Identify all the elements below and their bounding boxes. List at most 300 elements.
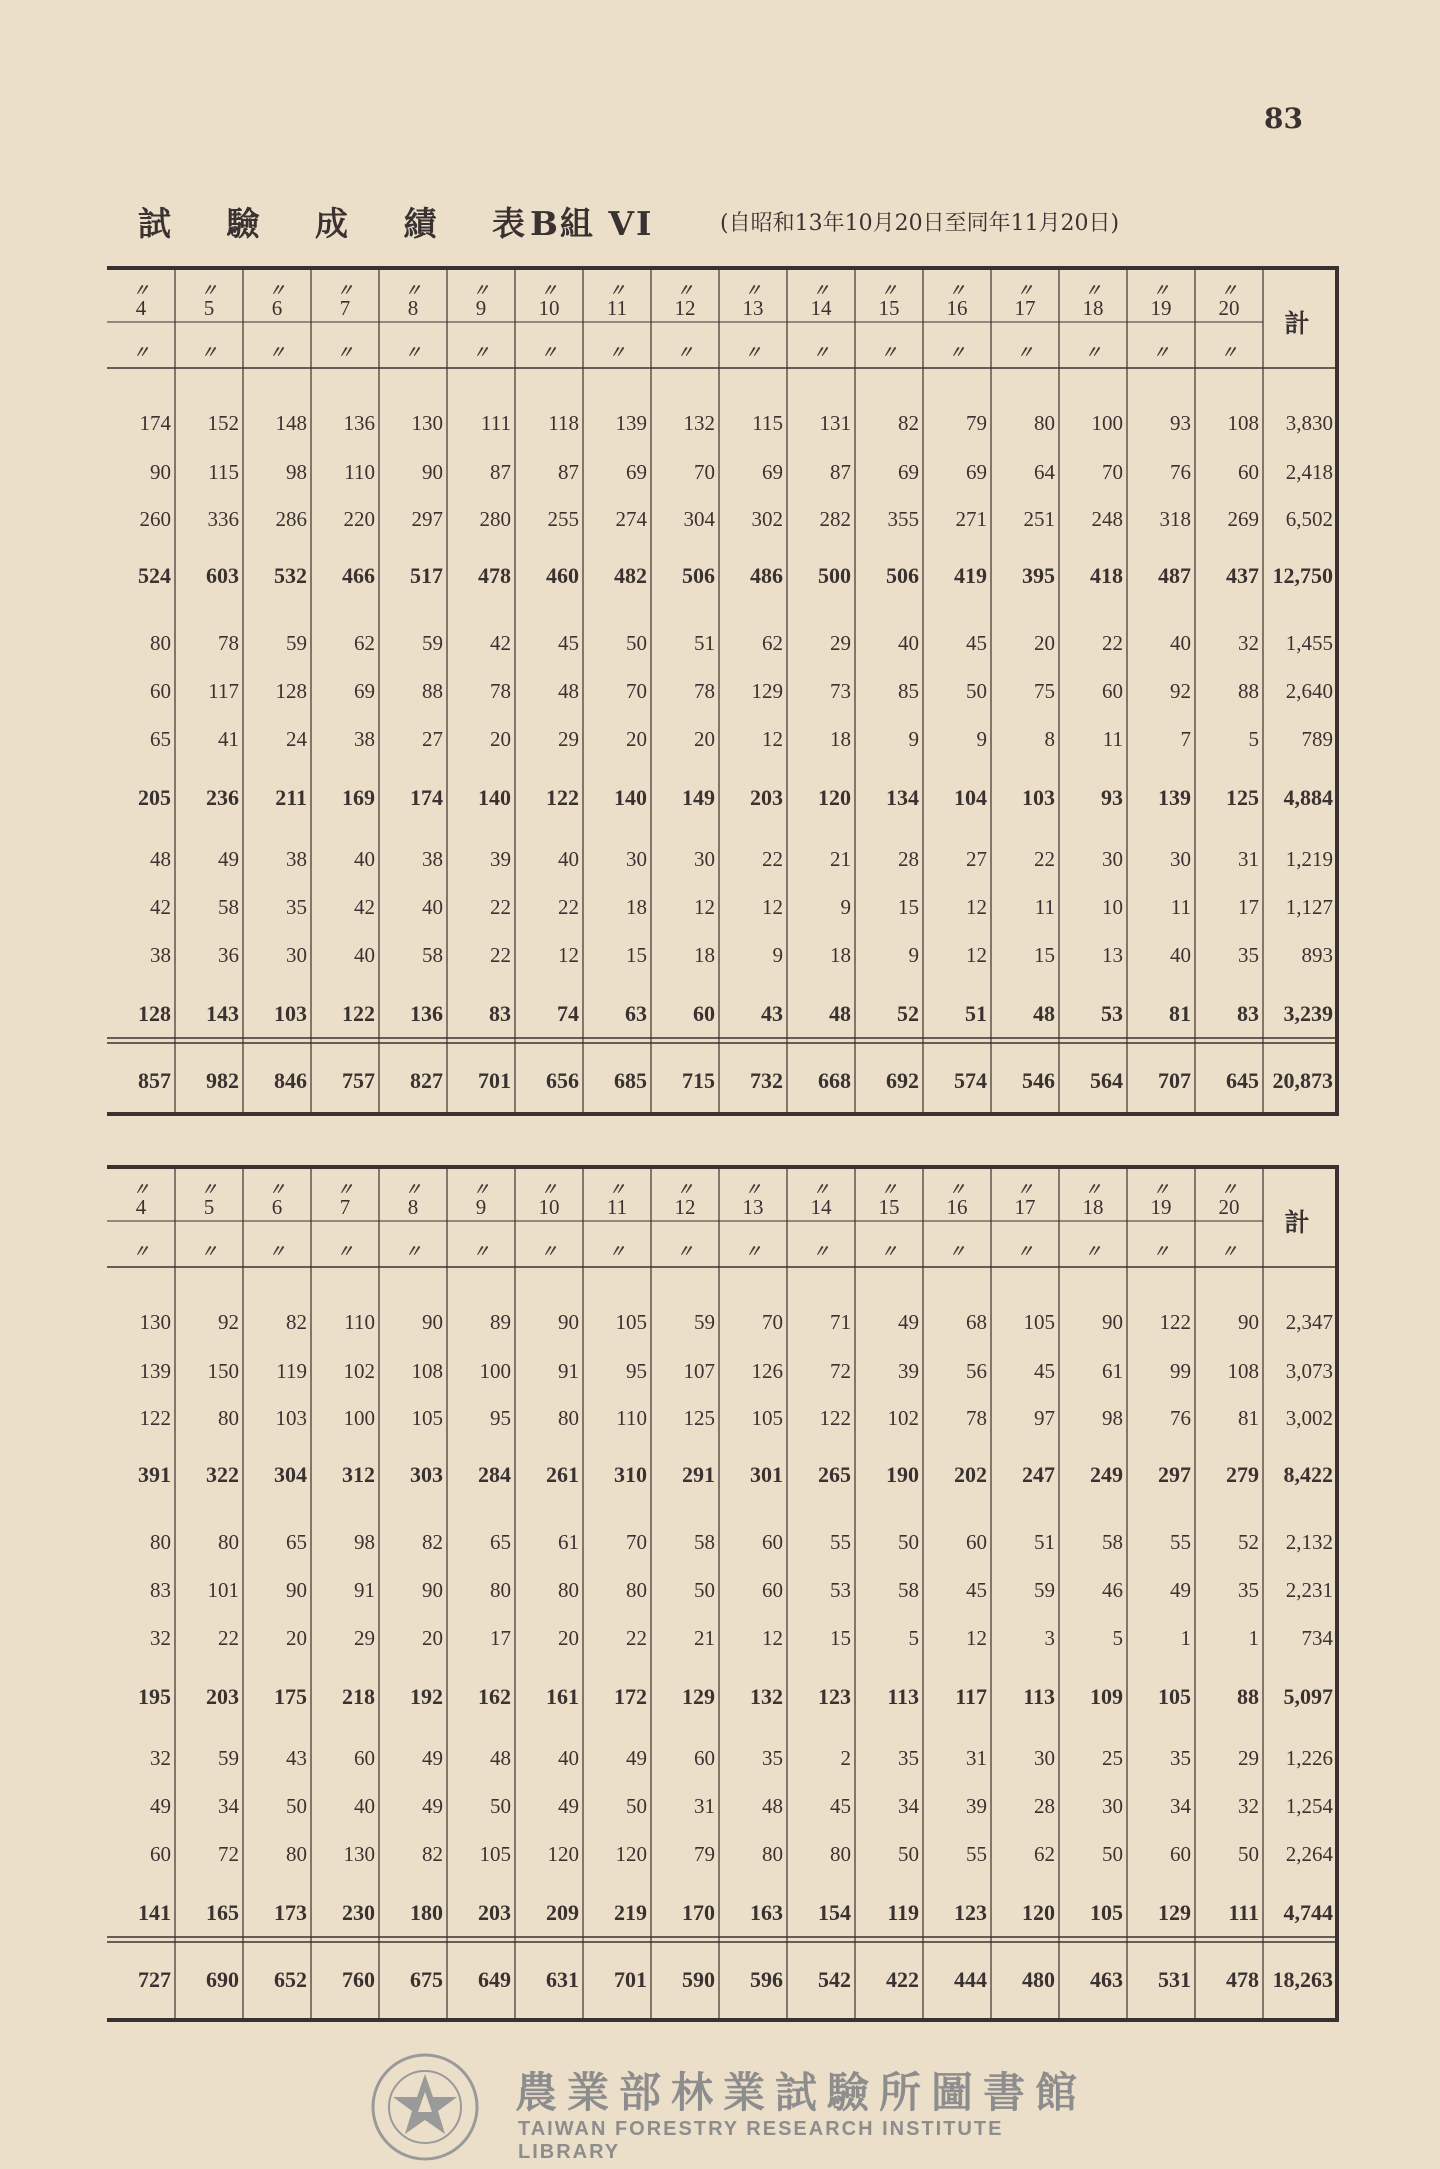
header-ditto-mark: 〃	[268, 1242, 286, 1261]
data-cell: 55	[966, 1842, 987, 1866]
data-cell: 12	[966, 1626, 987, 1650]
subtotal-cell: 478	[478, 563, 511, 588]
data-cell: 56	[966, 1359, 987, 1383]
data-cell: 115	[752, 411, 783, 435]
grand-total-cell: 480	[1022, 1967, 1055, 1992]
subtotal-cell: 203	[478, 1900, 511, 1925]
data-cell: 90	[150, 460, 171, 484]
grand-total-cell: 478	[1226, 1967, 1259, 1992]
data-cell: 50	[694, 1578, 715, 1602]
library-name-english: TAIWAN FORESTRY RESEARCH INSTITUTE LIBRARY	[518, 2118, 1004, 2163]
data-cell: 76	[1170, 460, 1191, 484]
subtotal-cell: 122	[342, 1001, 375, 1026]
column-header: 12	[674, 296, 696, 320]
data-cell: 80	[218, 1406, 239, 1430]
data-cell: 72	[830, 1359, 851, 1383]
data-cell: 78	[490, 679, 511, 703]
grand-total-cell: 531	[1158, 1967, 1191, 1992]
group-label: B組 VI	[530, 204, 654, 243]
data-cell: 36	[218, 943, 239, 967]
data-cell: 30	[1170, 847, 1191, 871]
data-cell: 59	[218, 1746, 239, 1770]
data-cell: 20	[1034, 631, 1055, 655]
subtotal-cell: 312	[342, 1462, 375, 1487]
subtotal-cell: 53	[1101, 1001, 1123, 1026]
data-cell: 22	[218, 1626, 239, 1650]
data-cell: 40	[354, 943, 375, 967]
data-cell: 85	[898, 679, 919, 703]
data-cell: 1	[1180, 1626, 1191, 1650]
header-ditto-mark: 〃	[472, 1180, 490, 1199]
header-ditto-mark: 〃	[336, 1180, 354, 1199]
row-total-cell: 1,455	[1285, 631, 1333, 655]
header-ditto-mark: 〃	[132, 343, 150, 362]
data-cell: 43	[286, 1746, 307, 1770]
data-cell: 42	[490, 631, 511, 655]
grand-total-sum-cell: 20,873	[1272, 1068, 1333, 1093]
data-cell: 49	[218, 847, 239, 871]
data-cell: 60	[354, 1746, 375, 1770]
subtotal-cell: 103	[1022, 785, 1055, 810]
subtotal-cell: 83	[1237, 1001, 1259, 1026]
data-cell: 22	[490, 895, 511, 919]
data-cell: 31	[694, 1794, 715, 1818]
header-ditto-mark: 〃	[200, 343, 218, 362]
data-cell: 58	[898, 1578, 919, 1602]
header-ditto-mark: 〃	[336, 343, 354, 362]
data-cell: 12	[694, 895, 715, 919]
subtotal-cell: 125	[1226, 785, 1259, 810]
data-cell: 49	[898, 1310, 919, 1334]
data-cell: 51	[1034, 1530, 1055, 1554]
row-total-cell: 2,640	[1285, 679, 1333, 703]
subtotal-cell: 60	[693, 1001, 715, 1026]
data-cell: 73	[830, 679, 851, 703]
data-cell: 17	[1238, 895, 1259, 919]
data-cell: 35	[1238, 943, 1259, 967]
grand-total-cell: 701	[478, 1068, 511, 1093]
grand-total-cell: 857	[138, 1068, 171, 1093]
data-cell: 91	[558, 1359, 579, 1383]
subtotal-cell: 506	[682, 563, 715, 588]
subtotal-cell: 175	[274, 1684, 307, 1709]
period-label: (自昭和13年10月20日至同年11月20日)	[720, 211, 1120, 236]
data-cell: 22	[762, 847, 783, 871]
header-ditto-mark: 〃	[1016, 1242, 1034, 1261]
data-cell: 3	[1044, 1626, 1055, 1650]
data-cell: 80	[558, 1578, 579, 1602]
data-cell: 68	[966, 1310, 987, 1334]
data-cell: 132	[683, 411, 715, 435]
subtotal-cell: 247	[1022, 1462, 1055, 1487]
header-ditto-mark: 〃	[948, 1180, 966, 1199]
header-ditto-mark: 〃	[880, 1180, 898, 1199]
data-cell: 152	[207, 411, 239, 435]
column-header: 6	[271, 1195, 283, 1219]
column-header: 6	[271, 296, 283, 320]
column-header: 5	[203, 1195, 215, 1219]
data-cell: 15	[626, 943, 647, 967]
data-cell: 42	[354, 895, 375, 919]
data-cell: 248	[1091, 507, 1123, 531]
header-ditto-mark: 〃	[608, 1242, 626, 1261]
data-cell: 35	[286, 895, 307, 919]
subtotal-cell: 395	[1022, 563, 1055, 588]
header-ditto-mark: 〃	[812, 1242, 830, 1261]
column-header: 14	[810, 1195, 832, 1219]
data-cell: 80	[762, 1842, 783, 1866]
data-cell: 82	[286, 1310, 307, 1334]
row-total-cell: 1,219	[1285, 847, 1333, 871]
subtotal-cell: 322	[206, 1462, 239, 1487]
column-header: 7	[339, 1195, 351, 1219]
data-cell: 139	[615, 411, 647, 435]
page-number: 83	[1264, 102, 1303, 135]
header-ditto-mark: 〃	[880, 281, 898, 300]
data-cell: 49	[1170, 1578, 1191, 1602]
header-ditto-mark: 〃	[1084, 281, 1102, 300]
data-cell: 32	[1238, 1794, 1259, 1818]
data-cell: 59	[286, 631, 307, 655]
results-table-1	[107, 268, 1331, 1114]
data-cell: 10	[1102, 895, 1123, 919]
data-cell: 29	[558, 727, 579, 751]
column-header: 5	[203, 296, 215, 320]
data-cell: 65	[286, 1530, 307, 1554]
data-cell: 29	[354, 1626, 375, 1650]
column-header: 20	[1218, 296, 1240, 320]
data-cell: 108	[1227, 1359, 1259, 1383]
data-cell: 93	[1170, 411, 1191, 435]
grand-total-cell: 463	[1090, 1967, 1123, 1992]
data-cell: 87	[558, 460, 579, 484]
column-header: 13	[742, 296, 764, 320]
subtotal-cell: 517	[410, 563, 443, 588]
data-cell: 76	[1170, 1406, 1191, 1430]
data-cell: 49	[626, 1746, 647, 1770]
data-cell: 20	[558, 1626, 579, 1650]
column-header: 11	[606, 1195, 628, 1219]
subtotal-cell: 120	[1022, 1900, 1055, 1925]
column-header: 18	[1082, 296, 1104, 320]
grand-total-cell: 546	[1022, 1068, 1055, 1093]
data-cell: 70	[626, 679, 647, 703]
grand-total-cell: 675	[410, 1967, 443, 1992]
subtotal-cell: 170	[682, 1900, 715, 1925]
data-cell: 20	[422, 1626, 443, 1650]
data-cell: 60	[694, 1746, 715, 1770]
header-ditto-mark: 〃	[1084, 1180, 1102, 1199]
header-ditto-mark: 〃	[744, 343, 762, 362]
header-ditto-mark: 〃	[540, 281, 558, 300]
data-cell: 21	[830, 847, 851, 871]
data-cell: 17	[490, 1626, 511, 1650]
header-ditto-mark: 〃	[472, 343, 490, 362]
data-cell: 58	[694, 1530, 715, 1554]
subtotal-total-cell: 4,744	[1283, 1900, 1333, 1925]
data-cell: 34	[218, 1794, 239, 1818]
grand-total-cell: 668	[818, 1068, 851, 1093]
data-cell: 39	[898, 1359, 919, 1383]
page-title: 試 驗 成 績 表	[138, 204, 547, 243]
subtotal-cell: 83	[489, 1001, 511, 1026]
header-ditto-mark: 〃	[540, 343, 558, 362]
subtotal-cell: 205	[138, 785, 171, 810]
subtotal-cell: 172	[614, 1684, 647, 1709]
subtotal-cell: 437	[1226, 563, 1259, 588]
data-cell: 130	[139, 1310, 171, 1334]
subtotal-cell: 48	[1033, 1001, 1055, 1026]
header-ditto-mark: 〃	[608, 1180, 626, 1199]
header-ditto-mark: 〃	[812, 343, 830, 362]
data-cell: 136	[343, 411, 375, 435]
data-cell: 58	[422, 943, 443, 967]
grand-total-cell: 649	[478, 1967, 511, 1992]
data-cell: 60	[1238, 460, 1259, 484]
data-cell: 108	[411, 1359, 443, 1383]
header-ditto-mark: 〃	[1152, 343, 1170, 362]
data-cell: 80	[626, 1578, 647, 1602]
data-cell: 49	[422, 1794, 443, 1818]
page-title-block	[138, 198, 1198, 248]
subtotal-cell: 117	[955, 1684, 987, 1709]
subtotal-cell: 163	[750, 1900, 783, 1925]
data-cell: 89	[490, 1310, 511, 1334]
grand-total-cell: 685	[614, 1068, 647, 1093]
data-cell: 80	[150, 631, 171, 655]
grand-total-cell: 757	[342, 1068, 375, 1093]
data-cell: 45	[966, 631, 987, 655]
data-cell: 38	[354, 727, 375, 751]
data-cell: 122	[139, 1406, 171, 1430]
row-total-cell: 1,226	[1285, 1746, 1333, 1770]
data-cell: 82	[898, 411, 919, 435]
data-cell: 105	[411, 1406, 443, 1430]
data-cell: 8	[1044, 727, 1055, 751]
data-cell: 71	[830, 1310, 851, 1334]
row-total-cell: 789	[1301, 727, 1333, 751]
header-ditto-mark: 〃	[540, 1242, 558, 1261]
subtotal-cell: 122	[546, 785, 579, 810]
subtotal-cell: 203	[206, 1684, 239, 1709]
row-total-cell: 3,002	[1285, 1406, 1333, 1430]
subtotal-cell: 123	[954, 1900, 987, 1925]
header-ditto-mark: 〃	[404, 1242, 422, 1261]
subtotal-cell: 203	[750, 785, 783, 810]
subtotal-cell: 195	[138, 1684, 171, 1709]
data-cell: 69	[898, 460, 919, 484]
subtotal-cell: 132	[750, 1684, 783, 1709]
data-cell: 78	[966, 1406, 987, 1430]
column-header: 9	[475, 296, 487, 320]
data-cell: 92	[1170, 679, 1191, 703]
data-cell: 286	[275, 507, 307, 531]
data-cell: 48	[558, 679, 579, 703]
data-cell: 355	[887, 507, 919, 531]
data-cell: 61	[558, 1530, 579, 1554]
data-cell: 40	[898, 631, 919, 655]
grand-total-cell: 645	[1226, 1068, 1259, 1093]
data-cell: 95	[626, 1359, 647, 1383]
data-cell: 105	[751, 1406, 783, 1430]
header-ditto-mark: 〃	[268, 1180, 286, 1199]
header-ditto-mark: 〃	[200, 1242, 218, 1261]
subtotal-cell: 532	[274, 563, 307, 588]
row-total-cell: 2,264	[1285, 1842, 1333, 1866]
data-cell: 128	[275, 679, 307, 703]
header-ditto-mark: 〃	[948, 343, 966, 362]
column-header: 11	[606, 296, 628, 320]
subtotal-cell: 180	[410, 1900, 443, 1925]
library-name-chinese: 農業部林業試驗所圖書館	[515, 2068, 1088, 2117]
data-cell: 70	[1102, 460, 1123, 484]
data-cell: 336	[207, 507, 239, 531]
subtotal-cell: 524	[138, 563, 171, 588]
subtotal-cell: 123	[818, 1684, 851, 1709]
subtotal-cell: 140	[478, 785, 511, 810]
data-cell: 20	[626, 727, 647, 751]
data-cell: 83	[150, 1578, 171, 1602]
row-total-cell: 1,127	[1285, 895, 1333, 919]
data-cell: 260	[139, 507, 171, 531]
data-cell: 150	[207, 1359, 239, 1383]
subtotal-cell: 460	[546, 563, 579, 588]
data-cell: 13	[1102, 943, 1123, 967]
header-ditto-mark: 〃	[1084, 1242, 1102, 1261]
data-cell: 59	[694, 1310, 715, 1334]
data-cell: 9	[908, 727, 919, 751]
column-header: 19	[1150, 296, 1172, 320]
header-ditto-mark: 〃	[676, 1242, 694, 1261]
data-cell: 9	[840, 895, 851, 919]
column-header: 8	[407, 296, 419, 320]
row-total-cell: 893	[1301, 943, 1333, 967]
subtotal-cell: 506	[886, 563, 919, 588]
subtotal-cell: 119	[887, 1900, 919, 1925]
subtotal-total-cell: 12,750	[1272, 563, 1333, 588]
header-ditto-mark: 〃	[1220, 343, 1238, 362]
data-cell: 40	[354, 847, 375, 871]
header-ditto-mark: 〃	[1220, 1242, 1238, 1261]
data-cell: 15	[830, 1626, 851, 1650]
data-cell: 15	[1034, 943, 1055, 967]
header-ditto-mark: 〃	[404, 281, 422, 300]
header-ditto-mark: 〃	[744, 1180, 762, 1199]
data-cell: 22	[1034, 847, 1055, 871]
grand-total-cell: 652	[274, 1967, 307, 1992]
grand-total-cell: 596	[750, 1967, 783, 1992]
data-cell: 69	[762, 460, 783, 484]
data-cell: 18	[830, 943, 851, 967]
data-cell: 25	[1102, 1746, 1123, 1770]
subtotal-cell: 103	[274, 1001, 307, 1026]
data-cell: 98	[354, 1530, 375, 1554]
column-header: 12	[674, 1195, 696, 1219]
subtotal-cell: 304	[274, 1462, 307, 1487]
row-total-cell: 2,347	[1285, 1310, 1333, 1334]
data-cell: 70	[762, 1310, 783, 1334]
data-cell: 50	[1238, 1842, 1259, 1866]
data-cell: 95	[490, 1406, 511, 1430]
grand-total-cell: 732	[750, 1068, 783, 1093]
data-cell: 269	[1227, 507, 1259, 531]
data-cell: 22	[626, 1626, 647, 1650]
data-cell: 24	[286, 727, 307, 751]
data-cell: 18	[830, 727, 851, 751]
subtotal-cell: 63	[625, 1001, 647, 1026]
data-cell: 78	[694, 679, 715, 703]
header-ditto-mark: 〃	[744, 281, 762, 300]
data-cell: 32	[150, 1746, 171, 1770]
column-header: 16	[946, 296, 968, 320]
data-cell: 1	[1248, 1626, 1259, 1650]
data-cell: 105	[479, 1842, 511, 1866]
data-cell: 50	[898, 1842, 919, 1866]
data-cell: 90	[558, 1310, 579, 1334]
data-cell: 130	[343, 1842, 375, 1866]
data-cell: 30	[626, 847, 647, 871]
data-cell: 7	[1180, 727, 1191, 751]
subtotal-cell: 236	[206, 785, 239, 810]
data-cell: 59	[422, 631, 443, 655]
header-ditto-mark: 〃	[880, 1242, 898, 1261]
data-cell: 274	[615, 507, 647, 531]
data-cell: 129	[751, 679, 783, 703]
results-table-2	[107, 1167, 1331, 2020]
data-cell: 61	[1102, 1359, 1123, 1383]
data-cell: 50	[286, 1794, 307, 1818]
total-column-header: 計	[1284, 1210, 1310, 1237]
data-cell: 22	[490, 943, 511, 967]
subtotal-cell: 230	[342, 1900, 375, 1925]
subtotal-cell: 109	[1090, 1684, 1123, 1709]
data-cell: 58	[1102, 1530, 1123, 1554]
data-cell: 35	[1170, 1746, 1191, 1770]
data-cell: 120	[615, 1842, 647, 1866]
data-cell: 15	[898, 895, 919, 919]
data-cell: 70	[626, 1530, 647, 1554]
data-cell: 38	[422, 847, 443, 871]
header-ditto-mark: 〃	[336, 281, 354, 300]
data-cell: 60	[1170, 1842, 1191, 1866]
data-cell: 111	[481, 411, 511, 435]
data-cell: 90	[422, 1310, 443, 1334]
data-cell: 30	[1102, 847, 1123, 871]
data-cell: 45	[558, 631, 579, 655]
data-cell: 40	[1170, 943, 1191, 967]
data-cell: 50	[898, 1530, 919, 1554]
data-cell: 30	[694, 847, 715, 871]
data-cell: 40	[422, 895, 443, 919]
subtotal-cell: 140	[614, 785, 647, 810]
header-ditto-mark: 〃	[676, 343, 694, 362]
data-cell: 87	[490, 460, 511, 484]
data-cell: 5	[1112, 1626, 1123, 1650]
data-cell: 49	[150, 1794, 171, 1818]
data-cell: 22	[558, 895, 579, 919]
subtotal-cell: 141	[138, 1900, 171, 1925]
data-cell: 60	[966, 1530, 987, 1554]
data-cell: 21	[694, 1626, 715, 1650]
subtotal-cell: 265	[818, 1462, 851, 1487]
subtotal-cell: 169	[342, 785, 375, 810]
data-cell: 27	[422, 727, 443, 751]
header-ditto-mark: 〃	[880, 343, 898, 362]
data-cell: 12	[762, 895, 783, 919]
data-cell: 80	[218, 1530, 239, 1554]
header-ditto-mark: 〃	[676, 281, 694, 300]
data-cell: 79	[694, 1842, 715, 1866]
